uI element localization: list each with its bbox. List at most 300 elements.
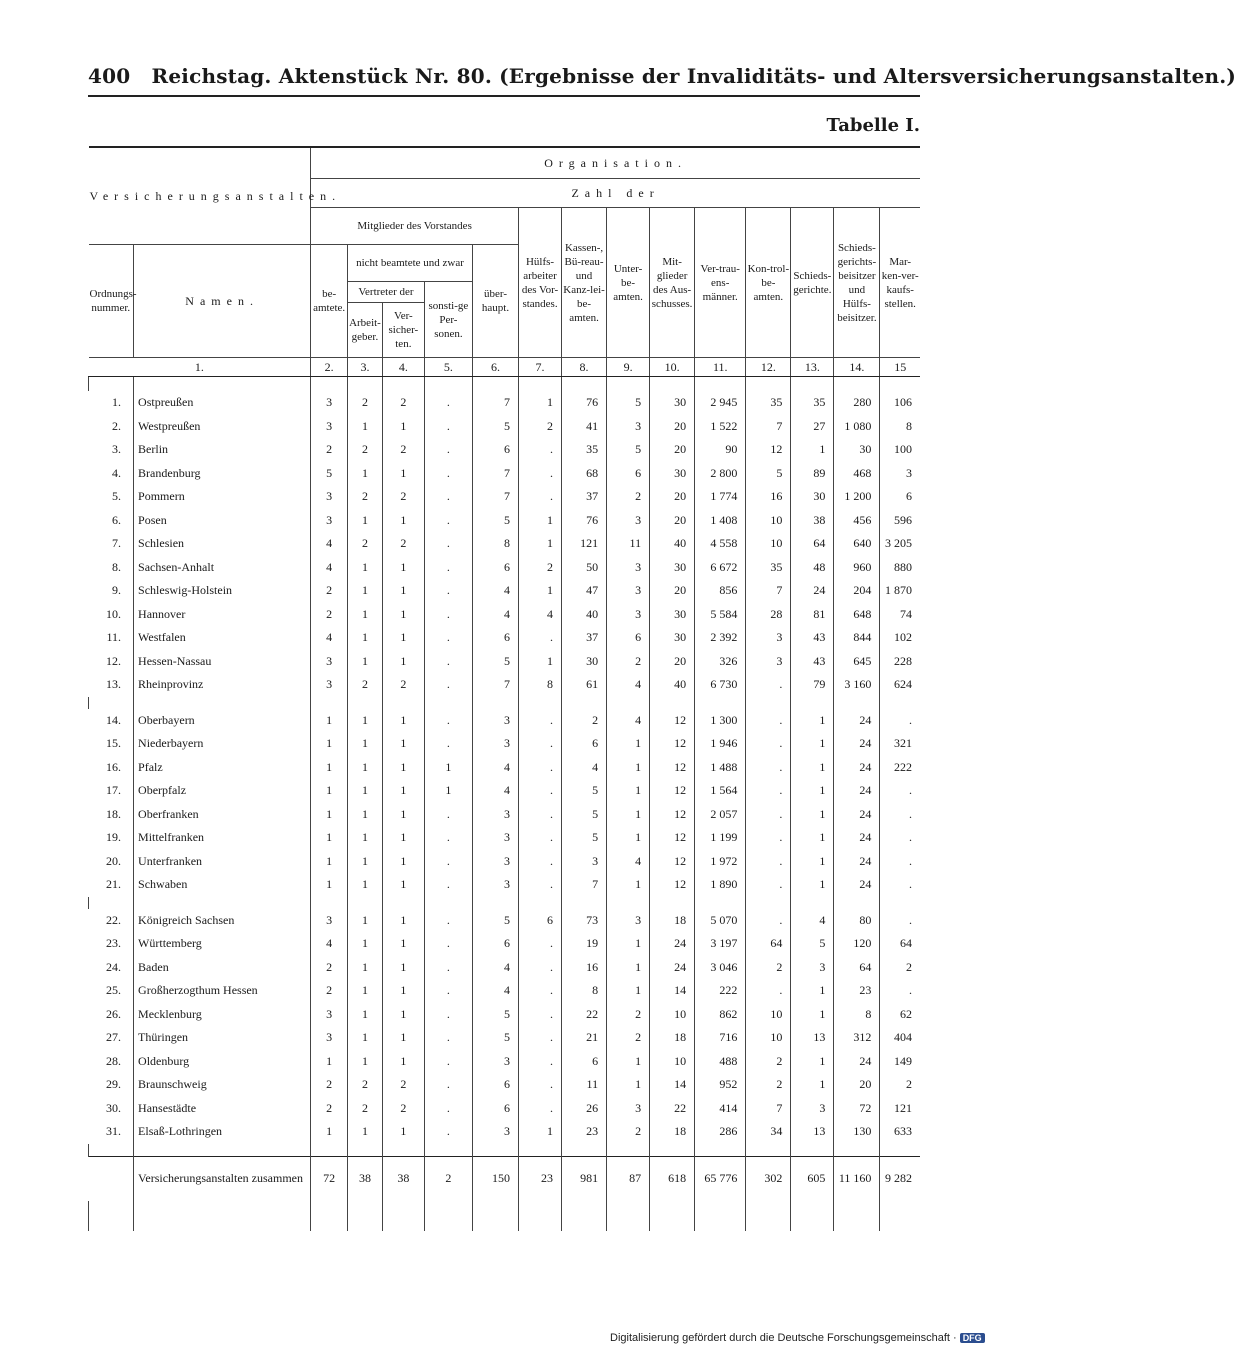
value-cell-col-2: 1 [311,826,348,850]
anstalt-name: Oberfranken [134,803,311,827]
table-row [89,391,921,415]
value-cell-col-6: 8 [472,532,518,556]
value-cell-col-2: 3 [311,1026,348,1050]
value-cell-col-11: 6 730 [695,673,746,697]
table-row [89,979,921,1003]
value-cell-col-4: 1 [382,779,424,803]
ordnungsnummer: 6. [89,509,134,533]
value-cell-col-2: 4 [311,626,348,650]
table-row [89,803,921,827]
value-cell-col-13: 89 [791,462,834,486]
value-cell-col-6: 3 [472,803,518,827]
value-cell-col-12: . [746,803,791,827]
value-cell-col-4: 1 [382,1026,424,1050]
empty-cell [472,897,518,909]
value-cell-col-13: 1 [791,826,834,850]
value-cell-col-4: 1 [382,979,424,1003]
value-cell-col-8: 26 [562,1097,607,1121]
value-cell-col-7: . [519,779,562,803]
value-cell-col-12: 3 [746,650,791,674]
table-row [89,415,921,439]
value-cell-col-13: 1 [791,979,834,1003]
empty-cell [348,377,383,392]
value-cell-col-7: . [519,438,562,462]
value-cell-col-11: 1 946 [695,732,746,756]
empty-cell [880,1201,920,1231]
header-rule [88,95,920,97]
value-cell-col-13: 48 [791,556,834,580]
value-cell-col-14: 24 [834,756,880,780]
header-nicht-beamtete: nicht beamtete und zwar [348,245,473,282]
empty-cell [311,1144,348,1157]
value-cell-col-10: 20 [650,438,695,462]
value-cell-col-7: . [519,1073,562,1097]
value-cell-col-11: 716 [695,1026,746,1050]
value-cell-col-9: 1 [607,732,650,756]
anstalt-name: Oberpfalz [134,779,311,803]
ordnungsnummer: 7. [89,532,134,556]
value-cell-col-12: 2 [746,1050,791,1074]
value-cell-col-13: 1 [791,850,834,874]
table-row [89,462,921,486]
dfg-logo: DFG [960,1333,985,1343]
value-cell-col-8: 40 [562,603,607,627]
value-cell-col-5: . [424,826,472,850]
value-cell-col-2: 2 [311,438,348,462]
value-cell-col-2: 1 [311,709,348,733]
empty-cell [134,697,311,709]
value-cell-col-4: 1 [382,650,424,674]
value-cell-col-10: 12 [650,873,695,897]
value-cell-col-8: 41 [562,415,607,439]
value-cell-col-3: 1 [348,626,383,650]
value-cell-col-10: 30 [650,603,695,627]
value-cell-col-13: 1 [791,779,834,803]
table-row [89,509,921,533]
empty-cell [834,1144,880,1157]
value-cell-col-15: 624 [880,673,920,697]
value-cell-col-5: . [424,1120,472,1144]
empty-cell [562,1201,607,1231]
value-cell-col-9: 5 [607,438,650,462]
value-cell-col-5: . [424,1097,472,1121]
table-row [89,650,921,674]
value-cell-col-4: 2 [382,485,424,509]
value-cell-col-10: 20 [650,485,695,509]
anstalt-name: Braunschweig [134,1073,311,1097]
value-cell-col-6: 6 [472,1073,518,1097]
total-cell-col-15: 9 282 [880,1156,920,1201]
total-cell-col-6: 150 [472,1156,518,1201]
value-cell-col-15: 321 [880,732,920,756]
empty-cell [746,377,791,392]
value-cell-col-5: . [424,956,472,980]
ordnungsnummer: 28. [89,1050,134,1074]
value-cell-col-11: 1 972 [695,850,746,874]
column-number: 3. [348,358,383,377]
empty-cell [382,1201,424,1231]
spacer-row [89,1144,921,1157]
value-cell-col-2: 2 [311,579,348,603]
table-row [89,1050,921,1074]
header-kassen: Kassen-, Bü-reau- und Kanz-lei-be-amten. [562,208,607,358]
value-cell-col-2: 3 [311,415,348,439]
value-cell-col-3: 1 [348,956,383,980]
value-cell-col-10: 20 [650,509,695,533]
value-cell-col-2: 1 [311,803,348,827]
column-number: 1. [89,358,311,377]
table-head [89,147,921,377]
ordnungsnummer: 24. [89,956,134,980]
value-cell-col-14: 3 160 [834,673,880,697]
value-cell-col-6: 3 [472,1120,518,1144]
value-cell-col-8: 76 [562,509,607,533]
value-cell-col-9: 2 [607,1026,650,1050]
value-cell-col-3: 1 [348,979,383,1003]
empty-cell [607,1201,650,1231]
value-cell-col-5: . [424,909,472,933]
value-cell-col-12: . [746,826,791,850]
header-schiedsgerichte: Schieds-gerichte. [791,208,834,358]
empty-cell [519,897,562,909]
header-vertrauensmaenner: Ver-trau-ens-männer. [695,208,746,358]
value-cell-col-7: . [519,1003,562,1027]
value-cell-col-7: . [519,485,562,509]
value-cell-col-2: 3 [311,673,348,697]
value-cell-col-5: . [424,603,472,627]
value-cell-col-11: 222 [695,979,746,1003]
value-cell-col-7: 2 [519,556,562,580]
table-row [89,1097,921,1121]
value-cell-col-11: 862 [695,1003,746,1027]
value-cell-col-6: 3 [472,873,518,897]
value-cell-col-2: 4 [311,556,348,580]
column-number: 2. [311,358,348,377]
header-mitglieder-vorstandes: Mitglieder des Vorstandes [311,208,519,245]
total-cell-col-7: 23 [519,1156,562,1201]
value-cell-col-15: 62 [880,1003,920,1027]
value-cell-col-3: 1 [348,932,383,956]
value-cell-col-3: 1 [348,850,383,874]
value-cell-col-3: 1 [348,462,383,486]
ordnungsnummer: 9. [89,579,134,603]
table-row [89,1073,921,1097]
column-number: 11. [695,358,746,377]
value-cell-col-8: 35 [562,438,607,462]
empty-cell [880,897,920,909]
value-cell-col-11: 1 564 [695,779,746,803]
value-cell-col-9: 1 [607,956,650,980]
value-cell-col-4: 1 [382,709,424,733]
empty-cell [695,377,746,392]
value-cell-col-7: 1 [519,509,562,533]
value-cell-col-12: 16 [746,485,791,509]
value-cell-col-10: 12 [650,732,695,756]
value-cell-col-14: 24 [834,803,880,827]
value-cell-col-11: 3 046 [695,956,746,980]
anstalt-name: Ostpreußen [134,391,311,415]
value-cell-col-9: 1 [607,932,650,956]
value-cell-col-5: . [424,803,472,827]
value-cell-col-6: 5 [472,1003,518,1027]
value-cell-col-7: . [519,873,562,897]
value-cell-col-10: 12 [650,803,695,827]
value-cell-col-4: 1 [382,826,424,850]
empty-cell [424,697,472,709]
total-cell-col-4: 38 [382,1156,424,1201]
value-cell-col-5: . [424,932,472,956]
value-cell-col-15: 880 [880,556,920,580]
value-cell-col-3: 1 [348,556,383,580]
value-cell-col-4: 1 [382,626,424,650]
total-cell-col-12: 302 [746,1156,791,1201]
value-cell-col-12: 28 [746,603,791,627]
anstalt-name: Hessen-Nassau [134,650,311,674]
column-number: 12. [746,358,791,377]
value-cell-col-4: 1 [382,803,424,827]
table-row [89,532,921,556]
empty-cell [519,1144,562,1157]
empty-cell [472,1201,518,1231]
value-cell-col-10: 20 [650,579,695,603]
empty-cell [134,1201,311,1231]
value-cell-col-15: 3 [880,462,920,486]
total-row [89,1156,921,1201]
empty-cell [880,1144,920,1157]
value-cell-col-5: . [424,1026,472,1050]
value-cell-col-3: 1 [348,415,383,439]
value-cell-col-4: 1 [382,462,424,486]
table-row [89,909,921,933]
empty-cell [472,377,518,392]
value-cell-col-13: 3 [791,956,834,980]
value-cell-col-9: 4 [607,709,650,733]
value-cell-col-11: 1 890 [695,873,746,897]
value-cell-col-3: 1 [348,1003,383,1027]
empty-cell [650,1144,695,1157]
value-cell-col-13: 43 [791,626,834,650]
value-cell-col-5: 1 [424,779,472,803]
value-cell-col-8: 73 [562,909,607,933]
value-cell-col-2: 2 [311,956,348,980]
value-cell-col-10: 10 [650,1003,695,1027]
value-cell-col-13: 1 [791,709,834,733]
table-name: Tabelle I. [826,115,920,136]
value-cell-col-6: 6 [472,932,518,956]
value-cell-col-14: 20 [834,1073,880,1097]
value-cell-col-13: 1 [791,438,834,462]
anstalt-name: Baden [134,956,311,980]
value-cell-col-3: 1 [348,909,383,933]
value-cell-col-9: 1 [607,1073,650,1097]
value-cell-col-4: 2 [382,532,424,556]
value-cell-col-14: 24 [834,732,880,756]
value-cell-col-6: 5 [472,509,518,533]
header-zahl-der: Zahl der [311,179,920,208]
empty-cell [791,697,834,709]
value-cell-col-5: . [424,556,472,580]
value-cell-col-13: 13 [791,1026,834,1050]
empty-cell [89,377,134,392]
value-cell-col-2: 1 [311,1120,348,1144]
value-cell-col-5: . [424,1073,472,1097]
value-cell-col-15: 100 [880,438,920,462]
value-cell-col-8: 8 [562,979,607,1003]
value-cell-col-14: 648 [834,603,880,627]
anstalt-name: Brandenburg [134,462,311,486]
column-number: 8. [562,358,607,377]
value-cell-col-2: 2 [311,1097,348,1121]
value-cell-col-4: 1 [382,1003,424,1027]
column-number: 5. [424,358,472,377]
anstalt-name: Oberbayern [134,709,311,733]
empty-cell [650,897,695,909]
value-cell-col-11: 856 [695,579,746,603]
value-cell-col-10: 40 [650,673,695,697]
value-cell-col-13: 3 [791,1097,834,1121]
column-number: 13. [791,358,834,377]
value-cell-col-7: 8 [519,673,562,697]
value-cell-col-12: 10 [746,1003,791,1027]
total-cell-col-10: 618 [650,1156,695,1201]
value-cell-col-15: 1 870 [880,579,920,603]
value-cell-col-13: 79 [791,673,834,697]
anstalt-name: Posen [134,509,311,533]
value-cell-col-14: 120 [834,932,880,956]
value-cell-col-14: 8 [834,1003,880,1027]
table-row [89,603,921,627]
empty-cell [607,1144,650,1157]
value-cell-col-7: . [519,956,562,980]
value-cell-col-9: 4 [607,673,650,697]
spacer-row [89,377,921,392]
value-cell-col-5: . [424,979,472,1003]
value-cell-col-4: 2 [382,438,424,462]
table-row [89,826,921,850]
value-cell-col-4: 1 [382,556,424,580]
value-cell-col-15: 2 [880,956,920,980]
anstalt-name: Pfalz [134,756,311,780]
value-cell-col-10: 18 [650,909,695,933]
value-cell-col-3: 1 [348,1050,383,1074]
ordnungsnummer: 11. [89,626,134,650]
value-cell-col-7: . [519,932,562,956]
page-title: Reichstag. Aktenstück Nr. 80. (Ergebnisse der Invaliditäts- und Altersversicherungsanstalten.) [151,64,1236,88]
value-cell-col-4: 1 [382,756,424,780]
value-cell-col-8: 5 [562,826,607,850]
empty-cell [607,697,650,709]
value-cell-col-8: 30 [562,650,607,674]
value-cell-col-9: 3 [607,1097,650,1121]
value-cell-col-8: 5 [562,803,607,827]
header-huelfsarbeiter: Hülfs-arbeiter des Vor-standes. [519,208,562,358]
table-row [89,556,921,580]
table-row [89,873,921,897]
value-cell-col-4: 2 [382,673,424,697]
anstalt-name: Oldenburg [134,1050,311,1074]
value-cell-col-2: 3 [311,909,348,933]
value-cell-col-9: 2 [607,650,650,674]
value-cell-col-11: 286 [695,1120,746,1144]
value-cell-col-13: 30 [791,485,834,509]
spacer-row [89,897,921,909]
value-cell-col-10: 10 [650,1050,695,1074]
ordnungsnummer: 17. [89,779,134,803]
empty-cell [134,1144,311,1157]
value-cell-col-8: 50 [562,556,607,580]
value-cell-col-4: 2 [382,391,424,415]
empty-cell [382,697,424,709]
value-cell-col-10: 12 [650,826,695,850]
value-cell-col-3: 2 [348,438,383,462]
header-versicherten: Ver-sicher-ten. [382,303,424,358]
value-cell-col-6: 4 [472,756,518,780]
total-cell-col-3: 38 [348,1156,383,1201]
value-cell-col-13: 1 [791,732,834,756]
spacer-row [89,1201,921,1231]
value-cell-col-9: 5 [607,391,650,415]
value-cell-col-7: . [519,803,562,827]
value-cell-col-5: . [424,650,472,674]
empty-cell [382,897,424,909]
total-cell-col-5: 2 [424,1156,472,1201]
anstalt-name: Königreich Sachsen [134,909,311,933]
table-row [89,709,921,733]
empty-cell [834,1201,880,1231]
value-cell-col-15: . [880,826,920,850]
anstalt-name: Hannover [134,603,311,627]
value-cell-col-11: 90 [695,438,746,462]
footer-text: Digitalisierung gefördert durch die Deutsche Forschungsgemeinschaft · [610,1332,957,1344]
table-row [89,1003,921,1027]
empty-cell [791,377,834,392]
value-cell-col-15: 102 [880,626,920,650]
value-cell-col-8: 7 [562,873,607,897]
empty-cell [89,1201,134,1231]
value-cell-col-12: . [746,873,791,897]
value-cell-col-11: 1 300 [695,709,746,733]
empty-cell [89,897,134,909]
empty-cell [89,1144,134,1157]
empty-cell [746,697,791,709]
total-cell-col-14: 11 160 [834,1156,880,1201]
value-cell-col-9: 2 [607,1120,650,1144]
value-cell-col-8: 22 [562,1003,607,1027]
ordnungsnummer: 23. [89,932,134,956]
value-cell-col-9: 1 [607,756,650,780]
value-cell-col-3: 2 [348,532,383,556]
value-cell-col-12: . [746,709,791,733]
empty-cell [650,1201,695,1231]
column-number: 6. [472,358,518,377]
value-cell-col-12: . [746,779,791,803]
value-cell-col-7: 1 [519,579,562,603]
value-cell-col-6: 6 [472,626,518,650]
value-cell-col-14: 468 [834,462,880,486]
value-cell-col-6: 5 [472,1026,518,1050]
header-ausschuss: Mit-glieder des Aus-schusses. [650,208,695,358]
header-versicherungsanstalten: Versicherungsanstalten. [89,147,311,245]
value-cell-col-14: 1 080 [834,415,880,439]
empty-cell [382,377,424,392]
value-cell-col-4: 1 [382,850,424,874]
value-cell-col-11: 6 672 [695,556,746,580]
value-cell-col-9: 6 [607,626,650,650]
value-cell-col-5: . [424,532,472,556]
ordnungsnummer: 31. [89,1120,134,1144]
value-cell-col-6: 4 [472,979,518,1003]
ordnungsnummer: 25. [89,979,134,1003]
